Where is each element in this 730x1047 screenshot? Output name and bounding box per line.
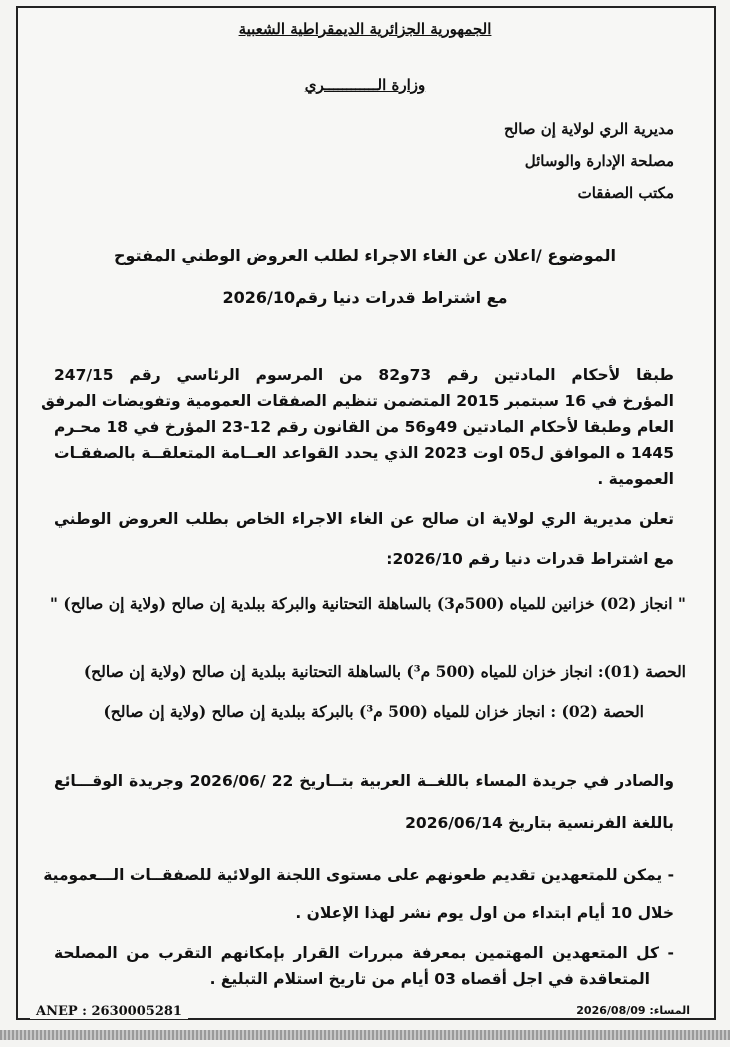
subject-line-2: مع اشتراط قدرات دنيا رقم2026/10 [222, 288, 508, 307]
scan-edge [0, 1030, 730, 1040]
anep-reference: ANEP : 2630005281 [30, 1004, 188, 1019]
bullet-1-line-2: خلال 10 أيام ابتداء من اول يوم نشر لهذا الإعلان . [295, 904, 674, 922]
lot-2: الحصة (02) : انجاز خزان للمياه (500 م³) بالبركة ببلدية إن صالح (ولاية إن صالح) [103, 702, 644, 721]
publication-line-1: والصادر في جريدة المساء باللغــة العربية بتــاريخ 22 /2026/06 وجريدة الوقـــائع [54, 772, 675, 790]
legal-line-2: المؤرخ في 16 سبتمبر 2015 المتضمن تنظيم الصفقات العمومية وتفويضات المرفق [41, 392, 674, 410]
lot-1: الحصة (01): انجاز خزان للمياه (500 م³) بالساهلة التحتانية ببلدية إن صالح (ولاية إن صالح) [83, 662, 686, 681]
publication-line-2: باللغة الفرنسية بتاريخ 2026/06/14 [405, 814, 674, 832]
announcement-line-1: تعلن مديرية الري لولاية ان صالح عن الغاء الاجراء الخاص بطلب العروض الوطني [54, 510, 674, 528]
subject-line-1: الموضوع /اعلان عن الغاء الاجراء لطلب العروض الوطني المفتوح [113, 246, 617, 265]
issuer-service: مصلحة الإدارة والوسائل [524, 152, 674, 170]
legal-line-4: 1445 ه الموافق ل05 اوت 2023 الذي يحدد القواعد العــامة المتعلقــة بالصفقـات [54, 444, 674, 462]
issuer-office: مكتب الصفقات [577, 184, 674, 202]
project-title: " انجاز (02) خزانين للمياه (500م3) بالساهلة التحتانية والبركة ببلدية إن صالح (ولاية إن صالح) " [49, 594, 686, 613]
legal-line-1: طبقا لأحكام المادتين رقم 73و82 من المرسوم الرئاسي رقم 247/15 [54, 366, 674, 384]
issuer-directorate: مديرية الري لولاية إن صالح [503, 120, 674, 138]
ministry-header: وزارة الــــــــــــري [304, 76, 426, 94]
announcement-line-2: مع اشتراط قدرات دنيا رقم 2026/10: [386, 550, 674, 568]
bullet-2-line-1: - كل المتعهدين المهتمين بمعرفة مبررات القرار بإمكانهم التقرب من المصلحة [54, 944, 674, 962]
bullet-2-line-2: المتعاقدة في اجل أقصاه 03 أيام من تاريخ استلام التبليغ . [209, 970, 650, 988]
republic-header: الجمهورية الجزائرية الديمقراطية الشعبية [238, 20, 492, 38]
legal-line-5: العمومية . [597, 470, 674, 488]
bullet-1-line-1: - يمكن للمتعهدين تقديم طعونهم على مستوى اللجنة الولائية للصفقــات الـــعمومية [43, 866, 674, 884]
publication-stamp: المساء: 2026/08/09 [572, 1004, 694, 1017]
legal-line-3: العام وطبقا لأحكام المادتين 49و56 من القانون رقم 12-23 المؤرخ في 18 محـرم [54, 418, 675, 436]
